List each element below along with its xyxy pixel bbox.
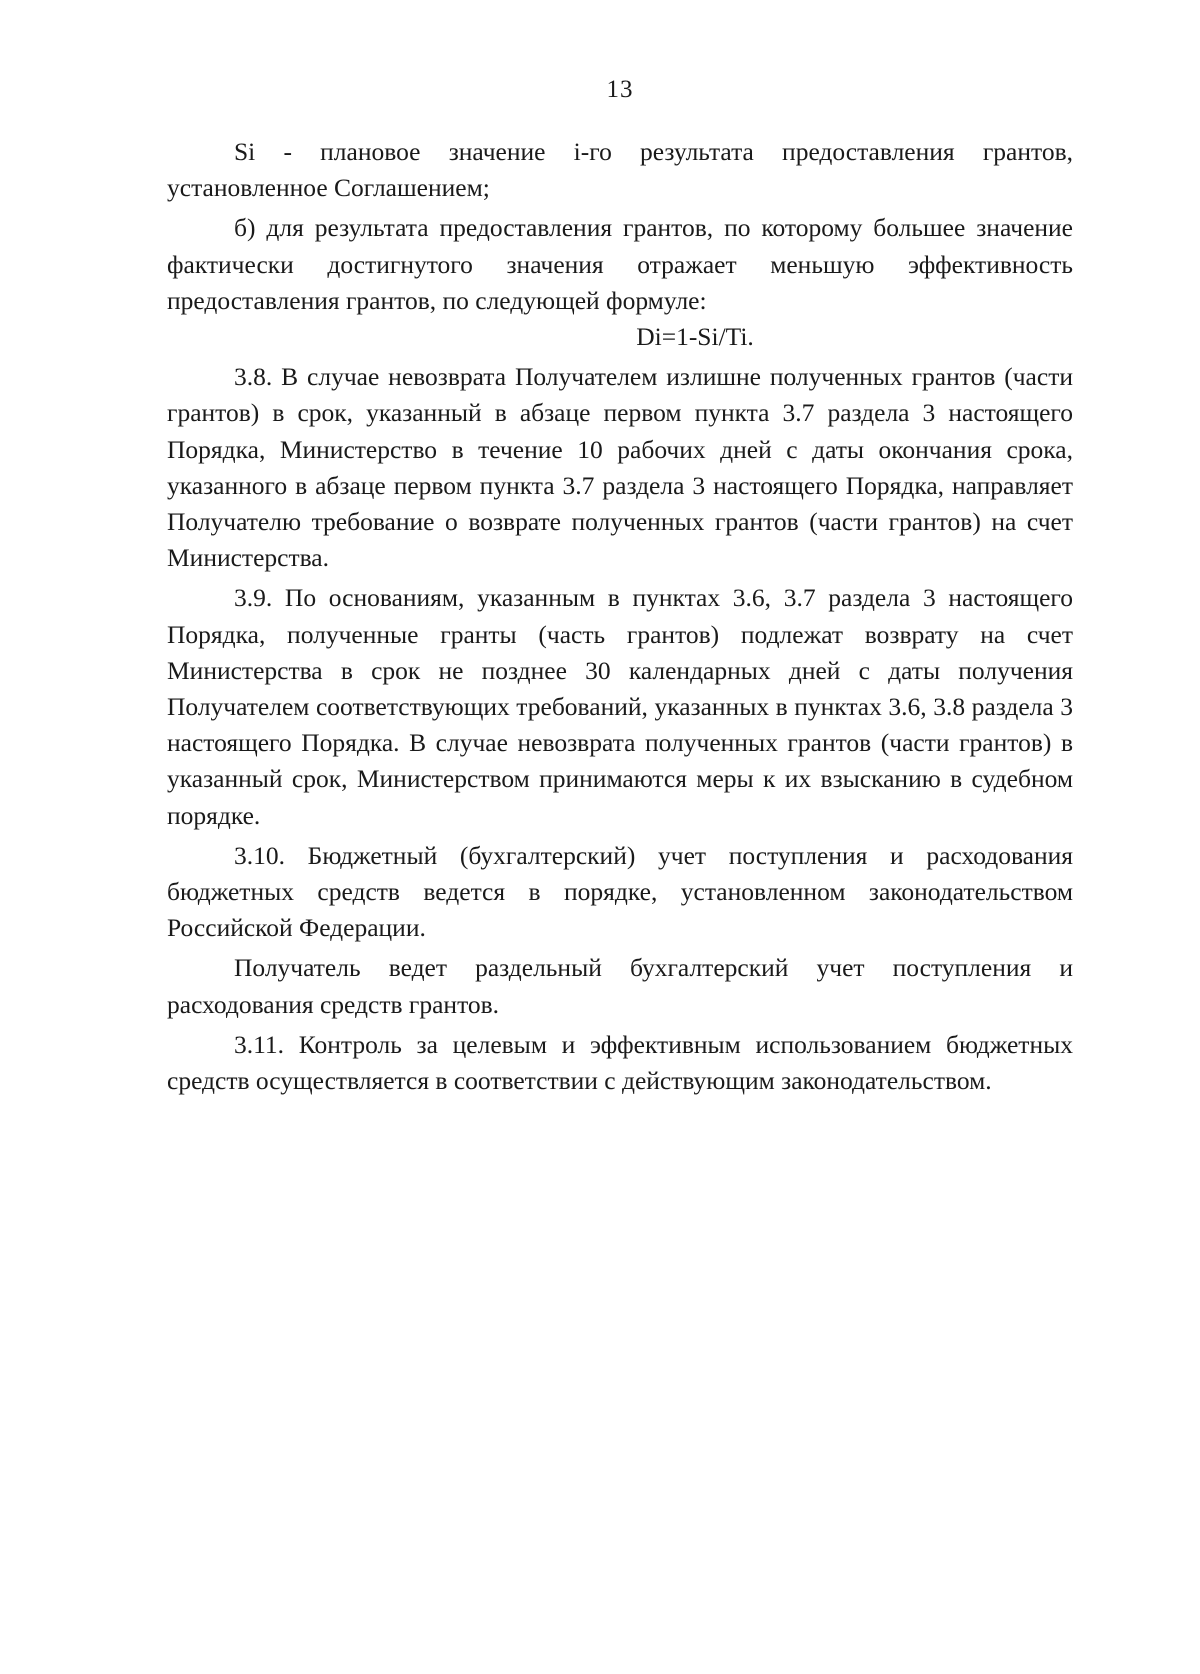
- paragraph-3-8: 3.8. В случае невозврата Получателем излишне полученных грантов (части грантов) в срок, указанный в абзаце первом пункта 3.7 раздела 3 настоящего Порядка, Министерство в течение 10 рабочих дней с даты окончания срока, указанного в абзаце первом пункта 3.7 раздела 3 настоящего Порядка, направляет Получателю требование о возврате полученных грантов (части грантов) на счет Министерства.: [167, 362, 1073, 573]
- document-body: [167, 134, 1073, 1099]
- paragraph-separate-accounting: Получатель ведет раздельный бухгалтерский учет поступления и расходования средств грантов.: [167, 953, 1073, 1019]
- paragraph-si-definition: Si - плановое значение i-го результата предоставления грантов, установленное Соглашением;: [167, 137, 1073, 203]
- paragraph-formula-b-intro: б) для результата предоставления грантов, по которому большее значение фактически достигнутого значения отражает меньшую эффективность предоставления грантов, по следующей формуле:: [167, 213, 1073, 315]
- paragraph-3-10: 3.10. Бюджетный (бухгалтерский) учет поступления и расходования бюджетных средств ведется в порядке, установленном законодательством Российской Федерации.: [167, 840, 1073, 943]
- paragraph-3-11: 3.11. Контроль за целевым и эффективным использованием бюджетных средств осуществляется в соответствии с действующим законодательством.: [167, 1029, 1073, 1096]
- page-number: 13: [606, 76, 634, 103]
- paragraph-3-9: 3.9. По основаниям, указанным в пунктах 3.6, 3.7 раздела 3 настоящего Порядка, полученные гранты (часть грантов) подлежат возврату на счет Министерства в срок не позднее 30 календарных дней с даты получения Получателем соответствующих требований, указанных в пунктах 3.6, 3.8 раздела 3 настоящего Порядка. В случае невозврата полученных грантов (части грантов) в указанный срок, Министерством принимаются меры к их взысканию в судебном порядке.: [167, 583, 1073, 830]
- formula-di: Di=1-Si/Ti.: [636, 322, 754, 352]
